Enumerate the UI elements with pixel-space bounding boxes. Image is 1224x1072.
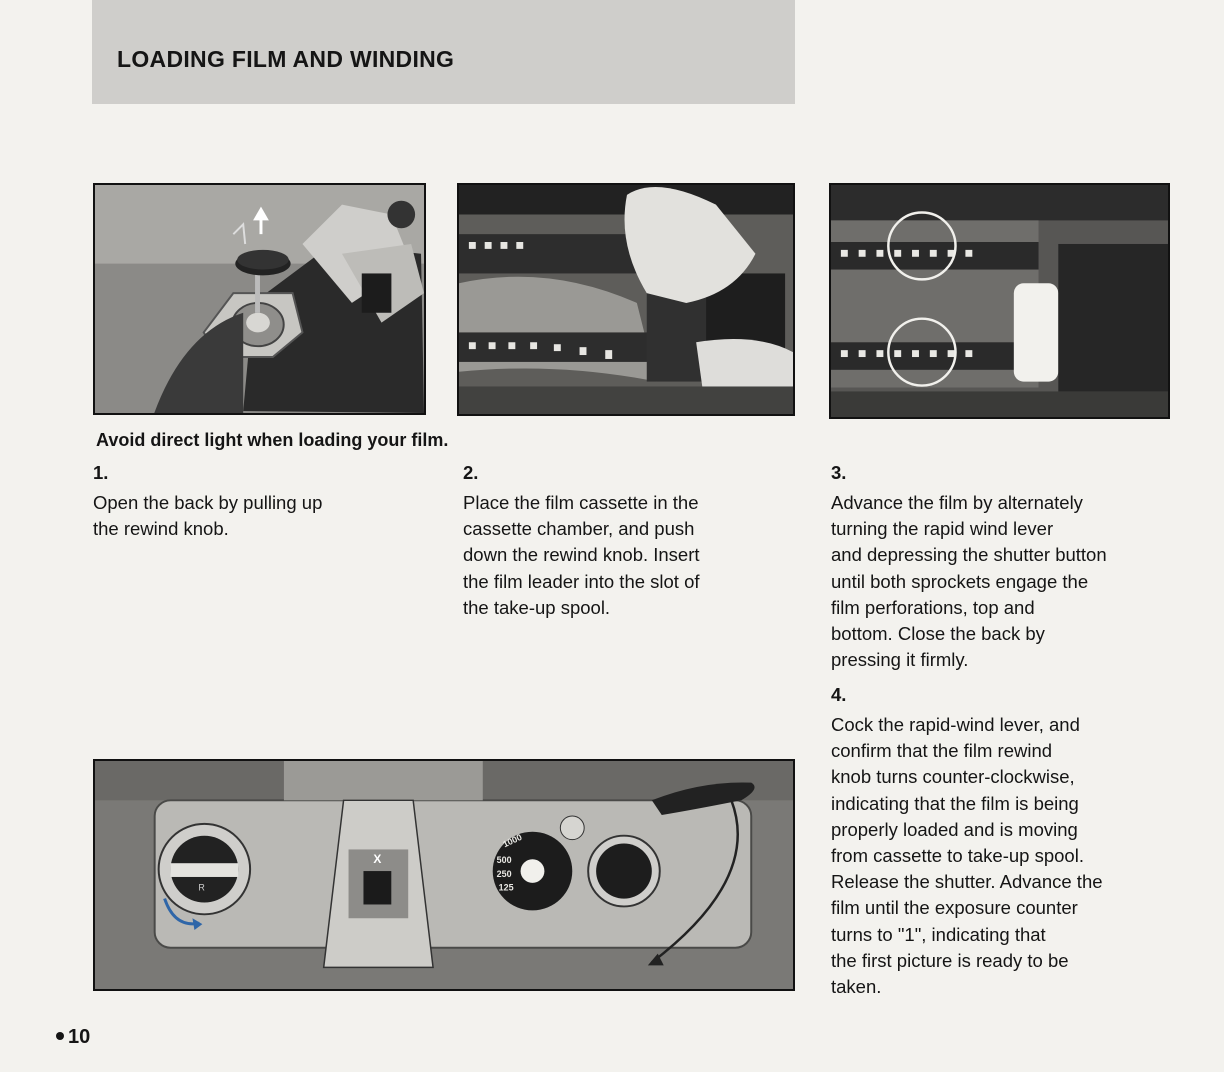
photo-camera-top [93, 759, 795, 991]
step-2 [463, 460, 813, 621]
page-number [56, 1026, 90, 1049]
step-text: Place the film cassette in the cassette chamber, and push down the rewind knob. Insert the film leader into the slot of the take-up spool. [463, 492, 700, 618]
photo-insert-film [457, 183, 795, 416]
step-3 [831, 460, 1201, 673]
speed-125-label: 125 [498, 882, 514, 893]
speed-1000-label: 1000 [501, 831, 524, 850]
speed-500-label: 500 [496, 855, 512, 866]
rewind-r-label: R [198, 882, 205, 893]
page-number-value: 10 [68, 1026, 91, 1048]
speed-250-label: 250 [496, 869, 512, 879]
page-title: LOADING FILM AND WINDING [117, 46, 455, 72]
step-number: 4. [831, 684, 847, 705]
step-1 [93, 460, 433, 542]
step-number: 1. [93, 462, 109, 483]
step-text: Advance the film by alternately turning the rapid wind lever and depressing the shutter button until both sprockets engage the film perforations, top and bottom. Close the back by pressing it firmly. [831, 492, 1107, 671]
step-text: Open the back by pulling up the rewind knob. [93, 492, 323, 540]
step-text: Cock the rapid-wind lever, and confirm that the film rewind knob turns counter-clockwise, indicating that the film is being properly loaded and is moving from cassette to take-up spool. Release the shutter. Advance the film until the exposure counter turns to "1", indicating that the first picture is ready to be taken. [831, 714, 1103, 998]
bullet-icon [56, 1032, 64, 1040]
hotshoe-x-label: X [373, 852, 382, 867]
photo-sprockets [829, 183, 1170, 419]
step-4 [831, 682, 1201, 1000]
step-number: 2. [463, 462, 479, 483]
caption-warning: Avoid direct light when loading your film. [96, 430, 449, 450]
step-number: 3. [831, 462, 847, 483]
photo-open-back [93, 183, 426, 415]
